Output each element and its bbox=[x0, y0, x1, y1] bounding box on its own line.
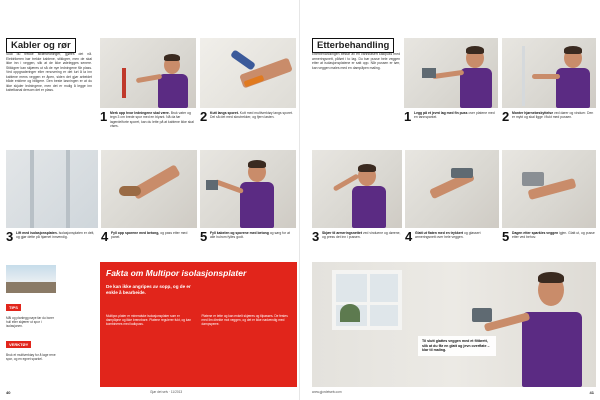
factbox-multipor bbox=[100, 262, 297, 387]
photo-step-3 bbox=[6, 150, 98, 228]
finish-step-3-title: Skjær til armeringsnettet bbox=[322, 231, 362, 235]
finish-step-3-text: ved vinduene og dørene, og press det inn i pussen. bbox=[322, 231, 401, 240]
finish-step-1-number: 1 bbox=[404, 109, 412, 124]
finish-step-5-number: 5 bbox=[502, 229, 510, 244]
photo-finish-4 bbox=[405, 150, 499, 228]
window bbox=[332, 270, 402, 330]
finish-step-1-title: Legg på et jevnt lag med fin puss bbox=[414, 111, 468, 115]
finish-step-4-title: Glatt ut flaten med en trykkert bbox=[415, 231, 464, 235]
step-2-title: Kutt langs sporet. bbox=[210, 111, 239, 115]
step-1-title: Merk opp hvor ledningene skal være. bbox=[110, 111, 170, 115]
photo-finish-1 bbox=[404, 38, 498, 108]
finish-step-3-number: 3 bbox=[312, 229, 320, 244]
finish-step-1-text: over platene med en tannsparkel. bbox=[414, 111, 495, 120]
factbox-col-1: Multipor-plater er mineralske isolasjonsplater som er dampåpne og ikke brennbare. Platene regulerer fukt, og kan kombineres med kalkpuss. bbox=[106, 314, 192, 327]
factbox-title: Fakta om Multipor isolasjonsplater bbox=[106, 268, 247, 278]
footer-left: Gjør det selv · 11/2013 bbox=[150, 390, 183, 394]
page-number-right: 41 bbox=[589, 390, 594, 395]
factbox-col-2: Platene er lette og kan enkelt skjæres og tilpasses. De festes med lim direkte mot veggen, og det er ikke nødvendig med dampsperre. bbox=[201, 314, 288, 327]
tips-column bbox=[6, 265, 56, 361]
photo-final-room bbox=[312, 262, 596, 387]
photo-step-5 bbox=[200, 150, 296, 228]
section-title-cables: Kabler og rør bbox=[6, 38, 76, 53]
step-2-number: 2 bbox=[200, 109, 208, 124]
finish-step-2-title: Monter hjørnebeskyttelse bbox=[512, 111, 554, 115]
photo-finish-2 bbox=[502, 38, 596, 108]
factbox-lead: De kan ikke angripes av sopp, og de er enkle å bearbeide. bbox=[106, 284, 191, 295]
final-photo-caption: Til slutt glattes veggen med et filtbrett, slik at du får en glatt og jevn overflate – klar til maling. bbox=[418, 336, 496, 356]
right-page bbox=[300, 0, 600, 400]
finish-step-4-number: 4 bbox=[405, 229, 413, 244]
step-1-number: 1 bbox=[100, 109, 108, 124]
intro-text-finishing: Etterbehandlingen består av en vannbasert kalkpuss med armeringsnett, påført i to lag. Du bør pusse hele veggen etter at isolasjonsplatene er satt opp. Når pussen er tørr, kan veggen males med en dampåpen maling. bbox=[312, 52, 400, 70]
photo-step-1 bbox=[100, 38, 196, 108]
intro-text-cables: Skal du trekke strømledninger, gjøres det nå. Elektrikeren bør trekke kablene, stikkgrer, men de skal ikke inn i veggen, slik at de ikke ødelegges senere. Stikkgrer kan skjæres ut så de nye ledningene får plass. Ved oppgraderinger eller renovering er det lurt å la inn kablene mens veggen er åpen, siden det gjør arbeidet både enklere og billigere. Den beste løsningen er at du ikke skjuler ledningene, men det er mulig å legge inn kabelkanal dersom det er plass. bbox=[6, 52, 92, 92]
step-1-text: Bruk vater og tegn 3 cm brede spor med en blyant. Nå da før lagerdelforte sporet, kan du lette på at kablene ikke skal vises. bbox=[110, 111, 194, 129]
photo-step-2 bbox=[200, 38, 296, 108]
tip-1-heading: TIPS bbox=[6, 304, 21, 311]
tip-2-heading: VERKTØY bbox=[6, 341, 31, 348]
step-5-number: 5 bbox=[200, 229, 208, 244]
tip-photo bbox=[6, 265, 56, 293]
photo-step-4 bbox=[101, 150, 197, 228]
footer-right: www.gjordetselv.com bbox=[312, 390, 342, 394]
photo-finish-3 bbox=[312, 150, 402, 228]
photo-finish-5 bbox=[502, 150, 596, 228]
step-5-title: Fyll kabelen og sporene med betong bbox=[210, 231, 269, 235]
step-5-text: og sørg for at alle hulrom fylles godt. bbox=[210, 231, 290, 240]
finish-step-4-text: og glassert armeringsnett over hele veggen. bbox=[415, 231, 481, 240]
step-4-text: og pass etter med panel. bbox=[111, 231, 188, 240]
page-number-left: 40 bbox=[6, 390, 11, 395]
finish-step-5-text: igjen. Glatt ut, og pusse etter ved behov. bbox=[512, 231, 595, 240]
tip-2-text: Bruk et multiverktøy for å lage rene spor, og en egnet sparkel. bbox=[6, 352, 56, 361]
step-2-text: Kutt med multiverktøy langs sporet. Del så det med skrutrekker, og fjern lasten. bbox=[210, 111, 293, 120]
step-3-title: Lift med isolasjonsplaten. bbox=[16, 231, 58, 235]
finish-step-5-title: Dagen etter sparkles veggen bbox=[512, 231, 559, 235]
step-3-number: 3 bbox=[6, 229, 14, 244]
finish-step-2-number: 2 bbox=[502, 109, 510, 124]
finish-step-2-text: ved dører og vinduer. Den er mykt og skal ligge i flukt med pussen. bbox=[512, 111, 594, 120]
step-3-text: Isolasjonsplaten er delt, og gjør dette på hjørnet innvendig. bbox=[16, 231, 95, 240]
tip-1-text: Mål og planlegg nøye før du borer hull eller skjærer ut spor i isolasjonen. bbox=[6, 316, 55, 329]
section-title-finishing: Etterbehandling bbox=[312, 38, 394, 53]
step-4-title: Fyll opp sporene med betong, bbox=[111, 231, 160, 235]
step-4-number: 4 bbox=[101, 229, 109, 244]
